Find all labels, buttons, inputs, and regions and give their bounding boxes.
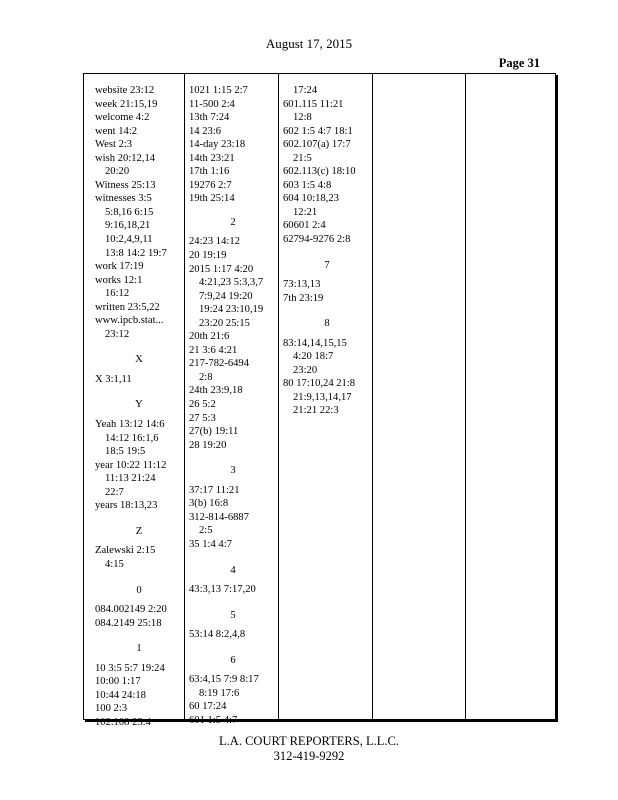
index-entry: 14-day 23:18 bbox=[189, 139, 246, 151]
index-column-3 bbox=[283, 84, 371, 418]
index-entry-continuation: 19:24 23:10,19 bbox=[199, 304, 264, 316]
index-entry: 217-782-6494 bbox=[189, 358, 250, 370]
index-column-1 bbox=[95, 84, 183, 729]
index-entry: 601.115 11:21 bbox=[283, 98, 344, 110]
index-entry: 37:17 11:21 bbox=[189, 484, 240, 496]
index-entry-continuation: 4:20 18:7 bbox=[293, 351, 334, 363]
index-entry: 602 1:5 4:7 18:1 bbox=[283, 125, 353, 137]
index-table bbox=[83, 73, 556, 728]
index-entry: 63:4,15 7:9 8:17 bbox=[189, 674, 259, 686]
index-entry: 084.002149 2:20 bbox=[95, 604, 167, 616]
index-letter-heading: X bbox=[135, 354, 143, 366]
index-entry-continuation: 2:5 bbox=[199, 525, 213, 537]
index-entry-continuation: 21:9,13,14,17 bbox=[293, 391, 352, 403]
index-entry: X 3:1,11 bbox=[95, 373, 132, 385]
column-divider bbox=[184, 74, 185, 719]
index-entry: 73:13,13 bbox=[283, 279, 321, 291]
index-entry: 11-500 2:4 bbox=[189, 98, 235, 110]
index-entry: week 21:15,19 bbox=[95, 98, 158, 110]
index-entry: Witness 25:13 bbox=[95, 179, 156, 191]
index-entry: 102.108 23:4 bbox=[95, 716, 151, 728]
index-entry: work 17:19 bbox=[95, 261, 144, 273]
index-letter-heading: 2 bbox=[230, 216, 236, 228]
index-entry: 60 17:24 bbox=[189, 701, 227, 713]
index-entry-continuation: 18:5 19:5 bbox=[105, 446, 146, 458]
footer-company: L.A. COURT REPORTERS, L.L.C. bbox=[219, 734, 399, 748]
index-entry: 13th 7:24 bbox=[189, 112, 230, 124]
index-entry: 24:23 14:12 bbox=[189, 236, 240, 248]
index-column-2 bbox=[189, 84, 277, 727]
index-entry: 28 19:20 bbox=[189, 439, 227, 451]
index-entry: 14th 23:21 bbox=[189, 152, 235, 164]
index-entry: 100 2:3 bbox=[95, 703, 128, 715]
index-entry: written 23:5,22 bbox=[95, 301, 160, 313]
index-entry: 19th 25:14 bbox=[189, 193, 235, 205]
index-entry: 1021 1:15 2:7 bbox=[189, 85, 248, 96]
index-entry: 26 5:2 bbox=[189, 399, 216, 411]
column-divider bbox=[278, 74, 279, 719]
index-entry-continuation: 12:8 bbox=[293, 112, 312, 124]
index-entry-continuation: 8:19 17:6 bbox=[199, 687, 240, 699]
index-entry: 35 1:4 4:7 bbox=[189, 538, 232, 550]
index-entry-continuation: 4:21,23 5:3,3,7 bbox=[199, 277, 264, 289]
index-entry: 17th 1:16 bbox=[189, 166, 230, 178]
column-divider bbox=[465, 74, 466, 719]
index-entry: 27 5:3 bbox=[189, 412, 216, 424]
index-letter-heading: 1 bbox=[136, 643, 142, 655]
index-entry: 43:3,13 7:17,20 bbox=[189, 584, 256, 596]
index-entry-continuation: 9:16,18,21 bbox=[105, 220, 151, 232]
index-entry: wish 20:12,14 bbox=[95, 152, 156, 164]
index-entry: years 18:13,23 bbox=[95, 500, 158, 512]
index-entry: 83:14,14,15,15 bbox=[283, 337, 347, 349]
index-entry: 084.2149 25:18 bbox=[95, 617, 162, 629]
index-entry: website 23:12 bbox=[95, 85, 155, 96]
index-entry: witnesses 3:5 bbox=[95, 193, 152, 205]
footer-phone: 312-419-9292 bbox=[273, 749, 345, 763]
index-entry: 60601 2:4 bbox=[283, 220, 326, 232]
index-entry-continuation: 10:2,4,9,11 bbox=[105, 234, 153, 246]
index-entry: 10 3:5 5:7 19:24 bbox=[95, 662, 165, 674]
index-entry: 604 10:18,23 bbox=[283, 193, 339, 205]
transcript-date: August 17, 2015 bbox=[265, 36, 353, 51]
index-entry-continuation: 14:12 16:1,6 bbox=[105, 432, 159, 444]
index-entry: welcome 4:2 bbox=[95, 112, 150, 124]
index-entry: 24th 23:9,18 bbox=[189, 385, 243, 397]
index-entry-continuation: 21:21 22:3 bbox=[293, 405, 339, 417]
index-letter-heading: 8 bbox=[324, 318, 330, 330]
index-entry-continuation: 23:12 bbox=[105, 328, 130, 340]
index-entry: 602.107(a) 17:7 bbox=[283, 139, 351, 151]
index-entry: www.ipcb.stat... bbox=[95, 315, 164, 327]
index-entry: went 14:2 bbox=[95, 125, 138, 137]
index-entry: 14 23:6 bbox=[189, 125, 222, 137]
index-entry: 3(b) 16:8 bbox=[189, 498, 229, 510]
index-letter-heading: Z bbox=[135, 525, 143, 537]
index-entry: 312-814-6887 bbox=[189, 511, 250, 523]
index-entry: 20 19:19 bbox=[189, 250, 227, 262]
index-entry-continuation: 4:15 bbox=[105, 558, 124, 570]
index-entry-continuation: 16:12 bbox=[105, 288, 130, 300]
index-entry: 80 17:10,24 21:8 bbox=[283, 378, 356, 390]
index-entry: 62794-9276 2:8 bbox=[283, 234, 351, 246]
index-letter-heading: 7 bbox=[324, 259, 330, 271]
index-entry-continuation: 23:20 25:15 bbox=[199, 317, 250, 329]
index-entry-continuation: 23:20 bbox=[293, 364, 318, 376]
index-entry: 53:14 8:2,4,8 bbox=[189, 629, 246, 641]
index-entry: 10:00 1:17 bbox=[95, 676, 141, 688]
index-entry-continuation: 11:13 21:24 bbox=[105, 473, 156, 485]
index-entry: 10:44 24:18 bbox=[95, 689, 146, 701]
index-letter-heading: 5 bbox=[230, 609, 236, 621]
index-entry: 7th 23:19 bbox=[283, 292, 324, 304]
index-entry: 27(b) 19:11 bbox=[189, 426, 239, 438]
index-entry: 21 3:6 4:21 bbox=[189, 344, 238, 356]
index-letter-heading: 0 bbox=[136, 584, 142, 596]
index-entry: West 2:3 bbox=[95, 139, 133, 151]
index-letter-heading: Y bbox=[135, 399, 143, 411]
index-entry-continuation: 13:8 14:2 19:7 bbox=[105, 247, 167, 259]
index-letter-heading: 6 bbox=[230, 654, 236, 666]
index-entry: 602.113(c) 18:10 bbox=[283, 166, 356, 178]
index-entry-continuation: 7:9,24 19:20 bbox=[199, 290, 253, 302]
index-entry: Yeah 13:12 14:6 bbox=[95, 419, 165, 431]
index-entry: 2015 1:17 4:20 bbox=[189, 263, 254, 275]
index-letter-heading: 3 bbox=[230, 465, 236, 477]
index-entry-continuation: 20:20 bbox=[105, 166, 130, 178]
index-entry: year 10:22 11:12 bbox=[95, 459, 167, 471]
index-entry-continuation: 2:8 bbox=[199, 371, 213, 383]
index-entry-continuation: 5:8,16 6:15 bbox=[105, 206, 154, 218]
index-entry: works 12:1 bbox=[95, 274, 143, 286]
index-entry: 603 1:5 4:8 bbox=[283, 179, 332, 191]
page-number: Page 31 bbox=[498, 56, 540, 70]
index-entry-continuation: 22:7 bbox=[105, 486, 124, 498]
index-entry: 19276 2:7 bbox=[189, 179, 232, 191]
index-letter-heading: 4 bbox=[230, 564, 236, 576]
column-divider bbox=[372, 74, 373, 719]
index-entry: Zalewski 2:15 bbox=[95, 545, 156, 557]
index-entry: 601 1:5 4:7 bbox=[189, 714, 238, 726]
index-entry: 20th 21:6 bbox=[189, 331, 230, 343]
index-entry-continuation: 17:24 bbox=[293, 85, 318, 96]
index-entry-continuation: 12:21 bbox=[293, 206, 318, 218]
index-entry-continuation: 21:5 bbox=[293, 152, 312, 164]
